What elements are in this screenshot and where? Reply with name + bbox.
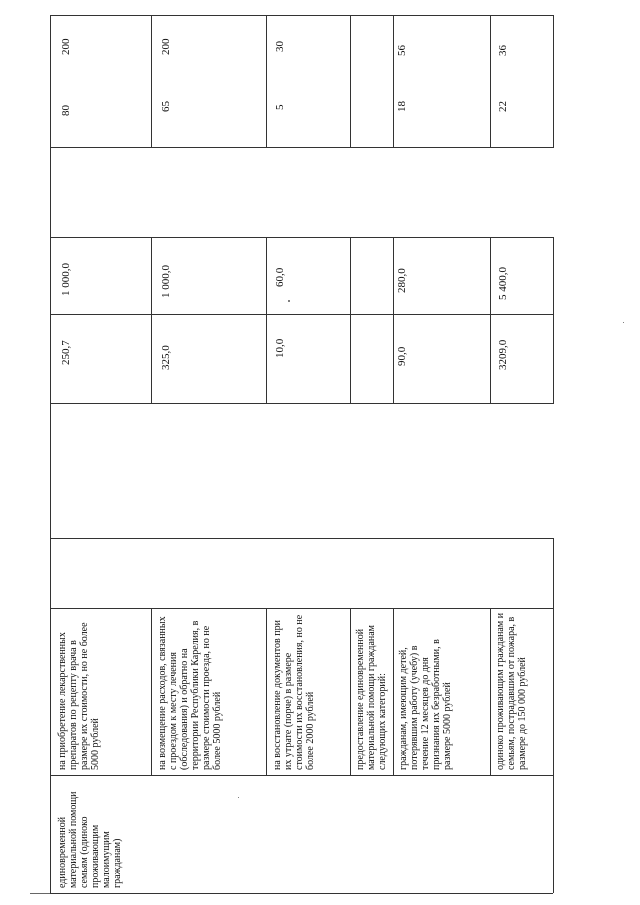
row-sep bbox=[266, 608, 267, 776]
purpose-cell: на восстановление документов при их утрате (порче) в размере стоимости их восстановления, но не более 2000 рублей bbox=[272, 614, 316, 770]
row-sep bbox=[490, 608, 491, 776]
table-row-line bbox=[50, 147, 553, 148]
purpose-cell: на возмещение расходов, связанных с проездом к месту лечения (обследования) и обратно на территории Республики Карелия, в размере стоимости проезда, но не более 5000 рублей bbox=[157, 616, 223, 770]
count-2-cell: 30 bbox=[274, 41, 286, 52]
purpose-cell: гражданам, имеющим детей, потерявшим работу (учебу) в течение 12 месяцев до дня признания их безработными, в размере 5000 рублей bbox=[398, 639, 453, 770]
purpose-cell: одиноко проживающим гражданам и семьям, пострадавшим от пожара, в размере до 150 000 рублей bbox=[495, 612, 528, 770]
table-col-line bbox=[553, 15, 554, 148]
table-col-line bbox=[553, 538, 554, 893]
count-2-cell: 56 bbox=[396, 45, 408, 56]
row-sep bbox=[151, 608, 152, 776]
amount-1-cell: 250,7 bbox=[60, 340, 72, 365]
count-1-cell: 65 bbox=[160, 101, 172, 112]
table-border-top bbox=[50, 15, 553, 16]
row-sep bbox=[266, 237, 267, 404]
row-sep bbox=[490, 237, 491, 404]
table-border-bottom-ext bbox=[30, 893, 50, 894]
amount-1-cell: 325,0 bbox=[160, 345, 172, 370]
row-sep bbox=[151, 15, 152, 148]
amount-2-cell: 60,0 bbox=[274, 267, 286, 287]
row-sep bbox=[490, 15, 491, 148]
amount-1-cell: 90,0 bbox=[396, 346, 408, 366]
amount-1-cell: 10,0 bbox=[274, 338, 286, 358]
amount-2-cell: 280,0 bbox=[396, 268, 408, 293]
table-row-line bbox=[50, 775, 553, 776]
count-1-cell: 22 bbox=[497, 101, 509, 112]
count-2-cell: 36 bbox=[497, 45, 509, 56]
amount-2-cell: 1 000,0 bbox=[160, 265, 172, 298]
row-sep bbox=[350, 608, 351, 776]
table-row-line bbox=[50, 403, 553, 404]
table-row-line bbox=[50, 314, 553, 315]
table-col-line bbox=[553, 237, 554, 404]
row-sep bbox=[266, 15, 267, 148]
scan-speck bbox=[288, 300, 290, 302]
count-1-cell: 80 bbox=[60, 105, 72, 116]
amount-2-cell: 5 400,0 bbox=[497, 267, 509, 300]
row-sep bbox=[350, 237, 351, 404]
row-sep bbox=[350, 15, 351, 148]
category-cell: единовременной материальной помощи семьям (одиноко проживающим малоимущим гражданам) bbox=[57, 791, 123, 888]
row-sep bbox=[393, 608, 394, 776]
count-1-cell: 5 bbox=[274, 104, 286, 110]
purpose-cell: предоставление единовременной материальной помощи гражданам следующих категорий: bbox=[355, 624, 388, 770]
table-border-bottom bbox=[50, 893, 553, 894]
table-row-line bbox=[50, 608, 553, 609]
row-sep bbox=[393, 15, 394, 148]
row-sep bbox=[393, 237, 394, 404]
table-row-line bbox=[50, 538, 553, 539]
count-2-cell: 200 bbox=[160, 38, 172, 55]
scan-speck bbox=[623, 322, 624, 323]
amount-2-cell: 1 000,0 bbox=[60, 263, 72, 296]
purpose-cell: на приобретение лекарственных препаратов по рецепту врача в размере их стоимости, но не более 5000 рублей bbox=[57, 622, 101, 770]
table-row-line bbox=[50, 237, 553, 238]
count-1-cell: 18 bbox=[396, 101, 408, 112]
amount-1-cell: 3209,0 bbox=[497, 339, 509, 370]
count-2-cell: 200 bbox=[60, 38, 72, 55]
scan-speck bbox=[238, 797, 239, 798]
row-sep bbox=[151, 237, 152, 404]
